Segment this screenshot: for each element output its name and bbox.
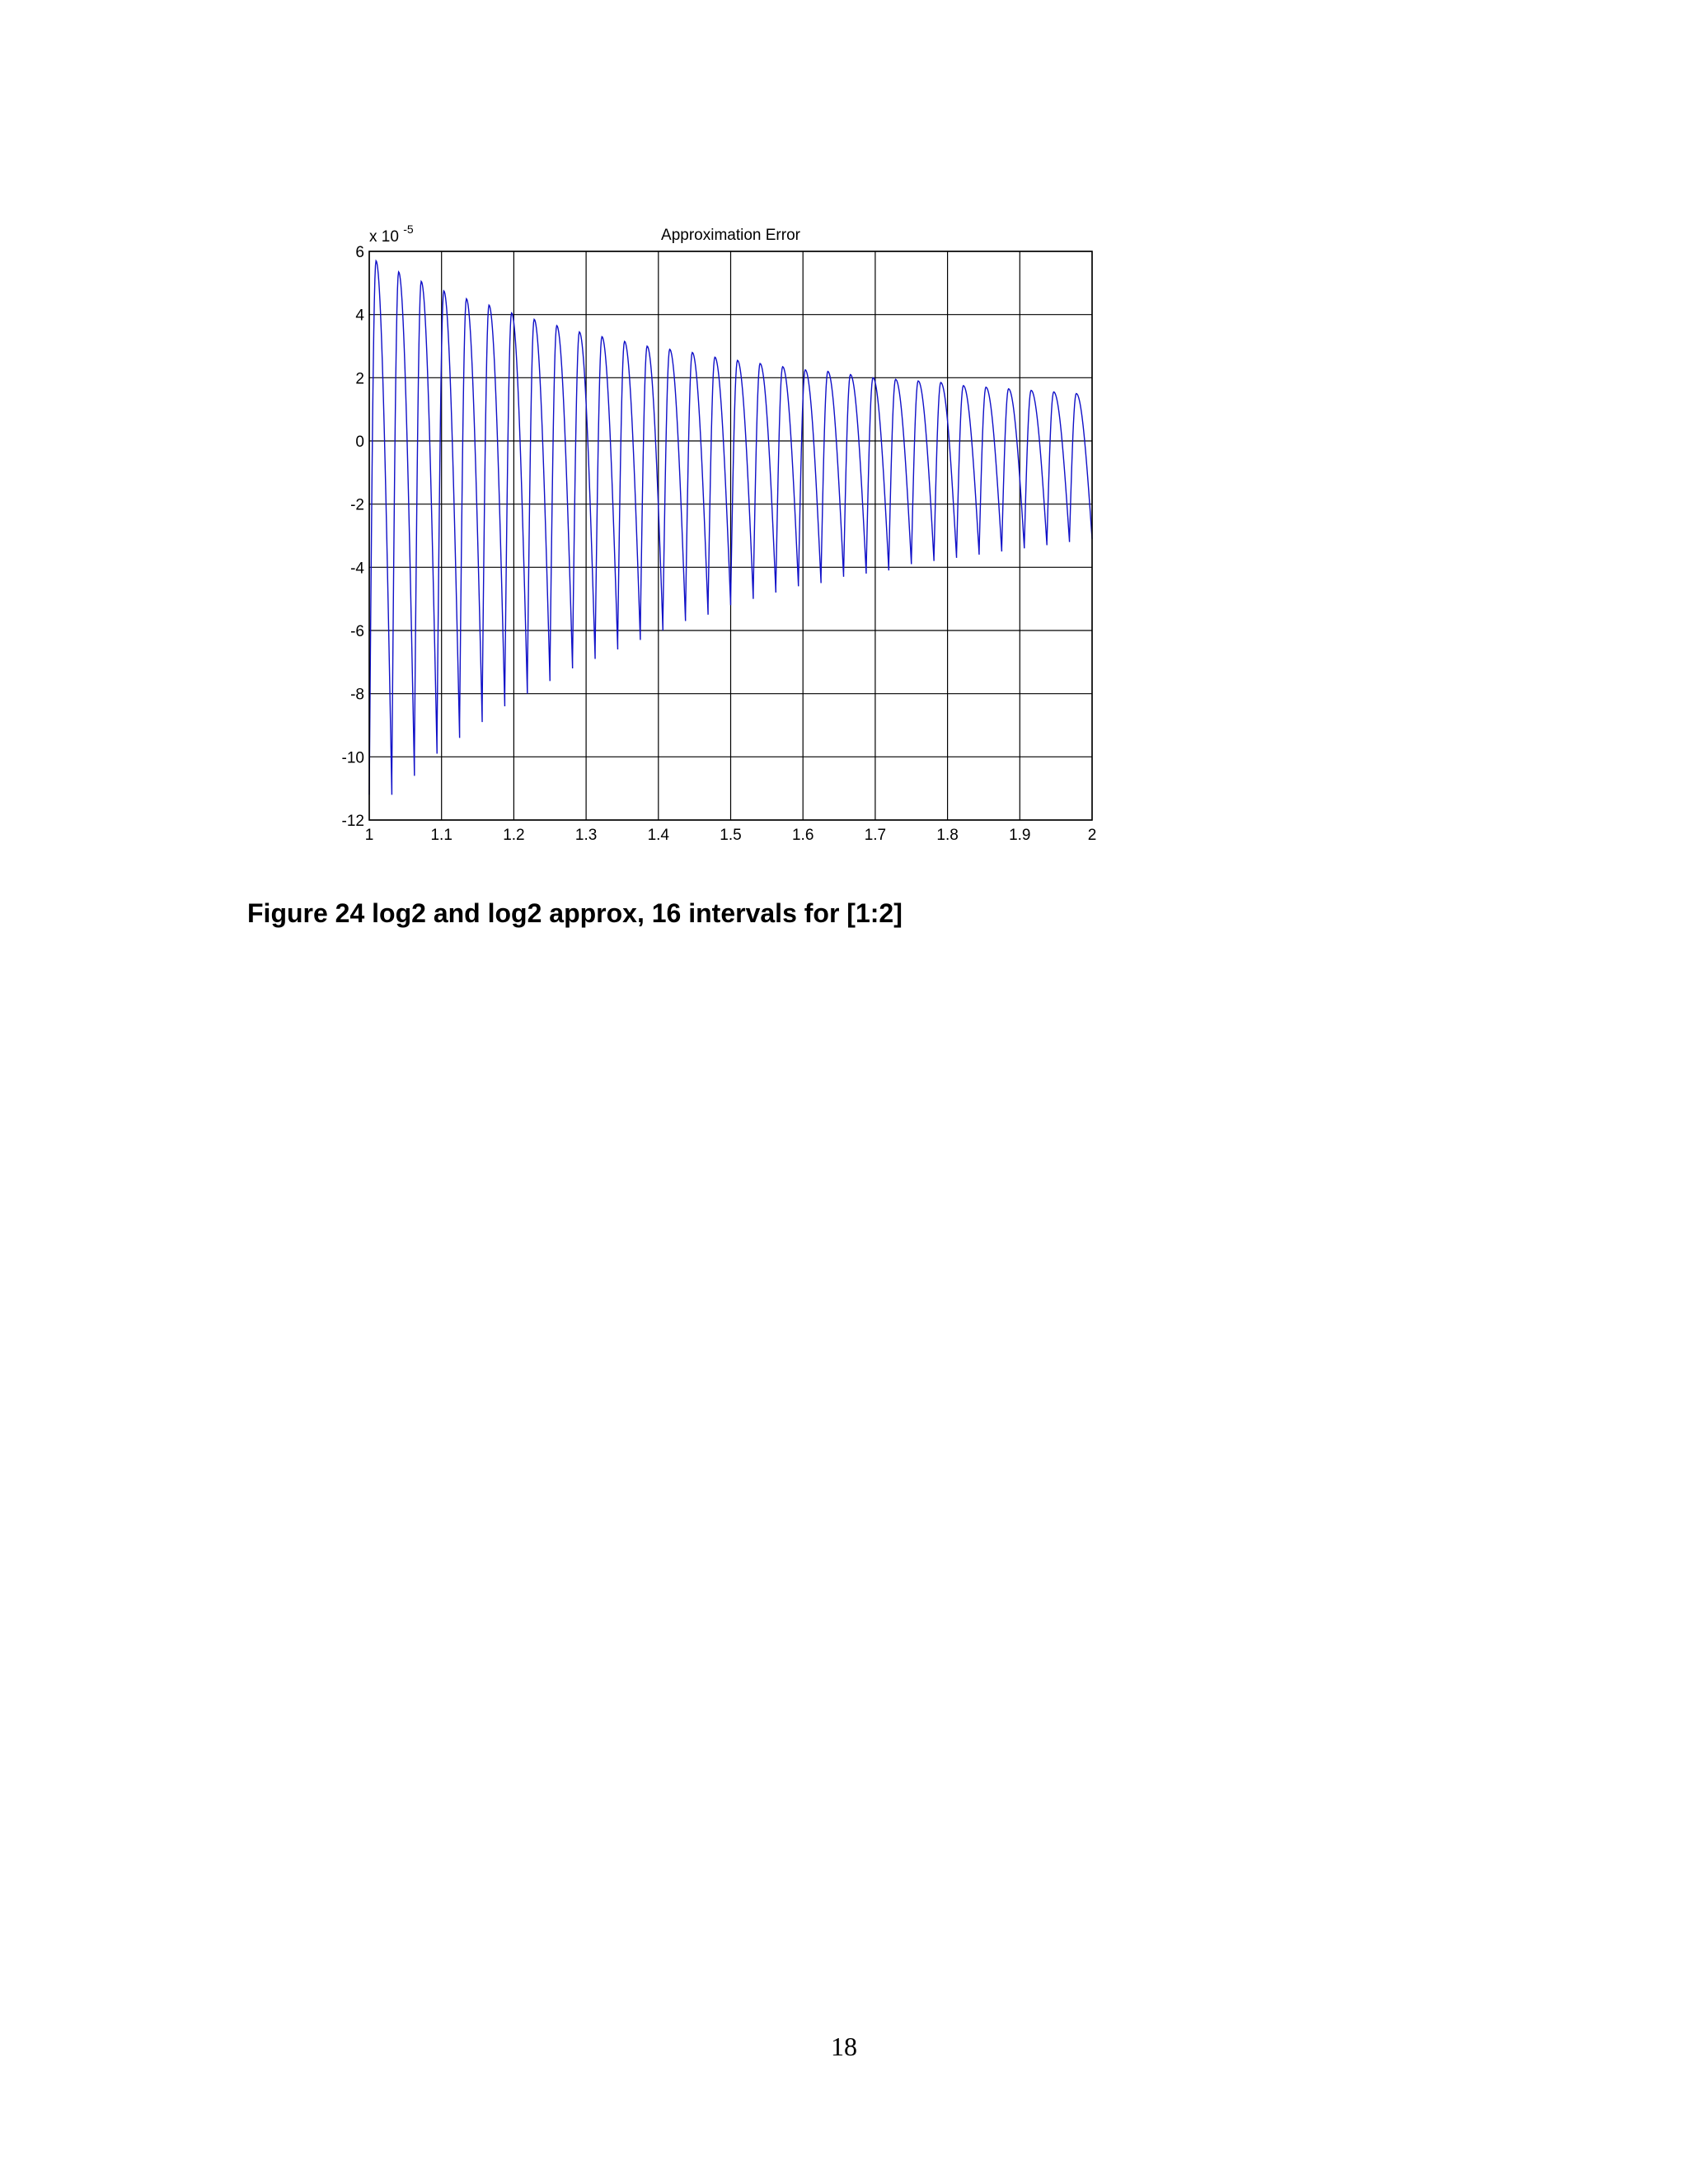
- x-tick-label: 1.4: [647, 827, 670, 844]
- x-tick-label: 1.2: [503, 827, 525, 844]
- y-tick-label: 6: [355, 244, 364, 261]
- chart-title: Approximation Error: [661, 227, 800, 244]
- multiplier-base: x 10: [369, 228, 399, 246]
- y-tick-label: -8: [350, 686, 364, 704]
- y-tick-label: -10: [341, 749, 364, 767]
- x-tick-label: 1.8: [936, 827, 959, 844]
- x-tick-label: 1.9: [1009, 827, 1031, 844]
- y-tick-label: -4: [350, 560, 364, 578]
- y-axis-multiplier: [369, 223, 414, 246]
- y-tick-label: -12: [341, 813, 364, 830]
- y-tick-label: -2: [350, 496, 364, 514]
- approximation-error-chart: [0, 0, 1688, 907]
- y-tick-label: 0: [355, 434, 364, 451]
- x-tick-label: 1.3: [574, 827, 598, 844]
- page-number: 18: [831, 2032, 857, 2061]
- figure-caption: Figure 24 log2 and log2 approx, 16 intervals for [1:2]: [247, 898, 903, 928]
- x-tick-label: 2: [1087, 827, 1097, 844]
- x-tick-label: 1.1: [430, 827, 452, 844]
- multiplier-exponent: -5: [403, 223, 414, 236]
- y-tick-label: -6: [350, 623, 364, 640]
- x-tick-label: 1.7: [864, 827, 887, 844]
- y-tick-label: 2: [355, 370, 364, 388]
- x-tick-label: 1: [364, 827, 374, 844]
- x-tick-label: 1.6: [791, 827, 814, 844]
- x-tick-label: 1.5: [720, 827, 742, 844]
- y-tick-label: 4: [355, 307, 364, 325]
